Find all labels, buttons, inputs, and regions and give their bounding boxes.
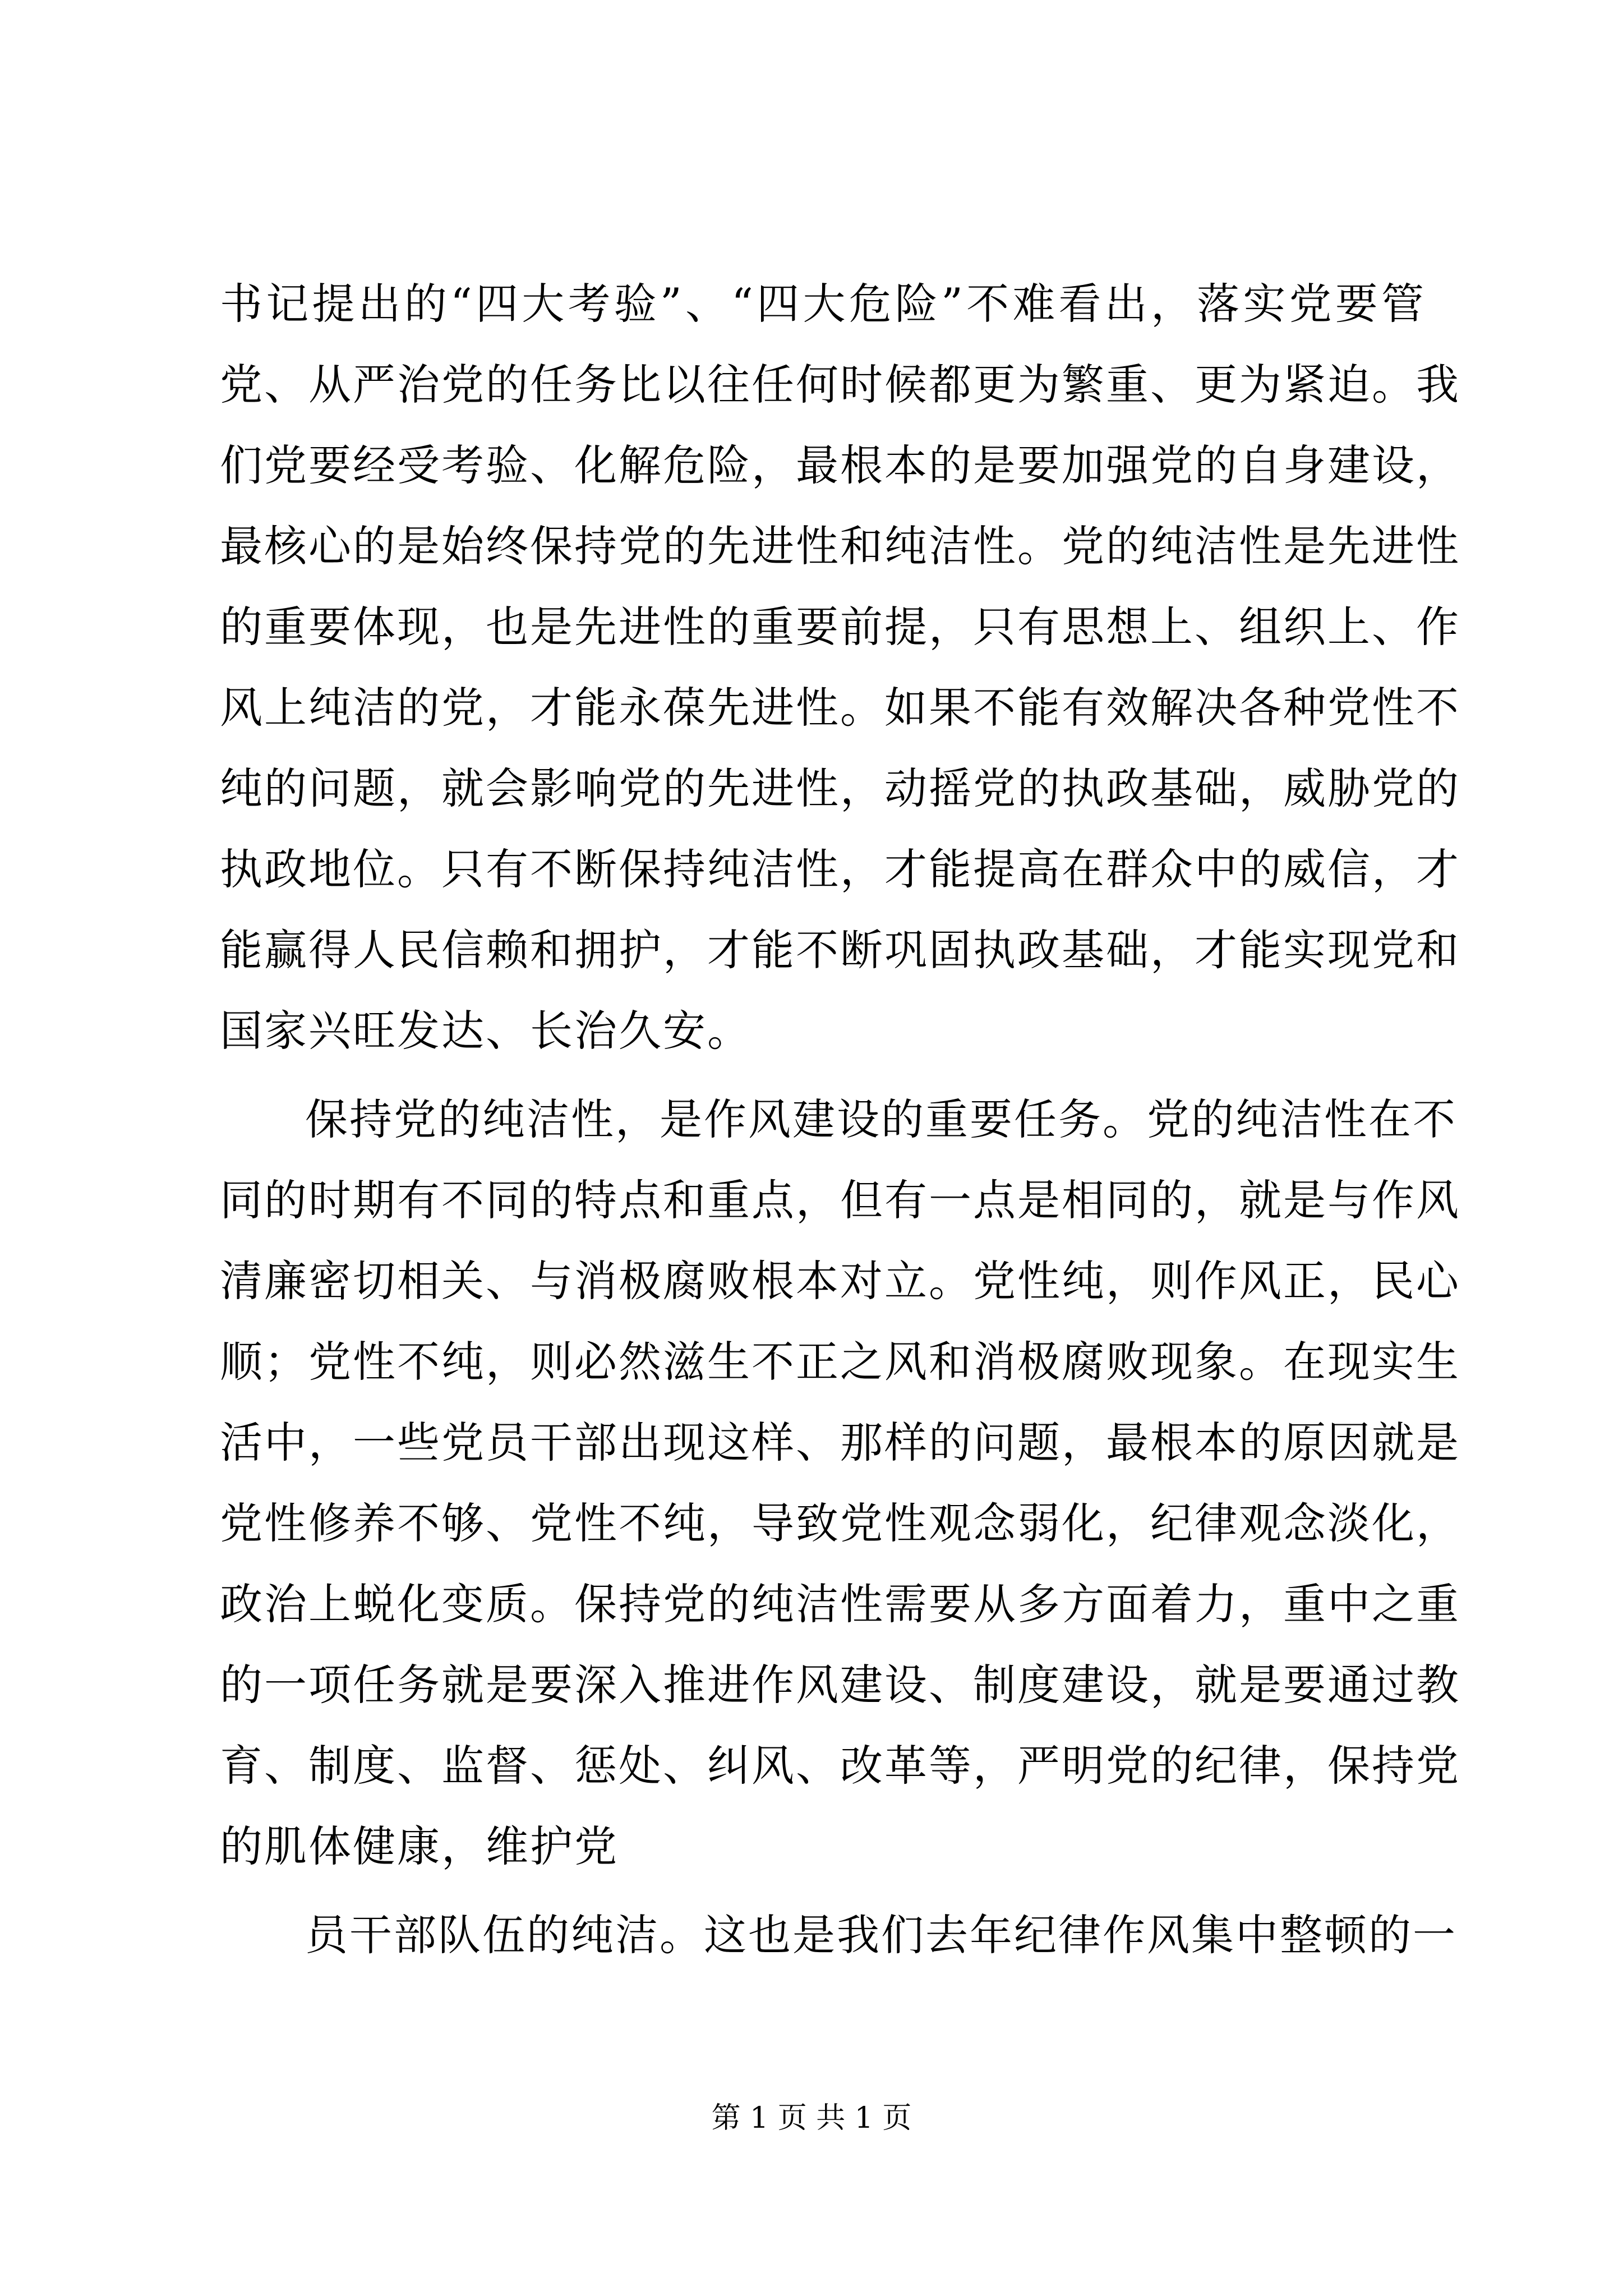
text-line: 政治上蜕化变质。保持党的纯洁性需要从多方面着力，重中之重 [220,1579,1460,1629]
text-line: 育、制度、监督、惩处、纠风、改革等，严明党的纪律，保持党 [220,1741,1460,1791]
text-line: 风上纯洁的党，才能永葆先进性。如果不能有效解决各种党性不 [220,683,1460,733]
text-line: 能赢得人民信赖和拥护，才能不断巩固执政基础，才能实现党和 [220,925,1460,975]
page-footer [0,2096,1623,2141]
paragraph-1 [220,264,1460,1071]
text-line: 的肌体健康，维护党 [220,1821,619,1871]
text-line: 清廉密切相关、与消极腐败根本对立。党性纯，则作风正，民心 [220,1256,1460,1306]
text-line: 顺；党性不纯，则必然滋生不正之风和消极腐败现象。在现实生 [220,1337,1460,1387]
text-line: 保持党的纯洁性，是作风建设的重要任务。党的纯洁性在不 [305,1094,1457,1144]
text-line: 党性修养不够、党性不纯，导致党性观念弱化，纪律观念淡化， [220,1498,1460,1548]
text-line: 的重要体现，也是先进性的重要前提，只有思想上、组织上、作 [220,602,1460,652]
body-text [220,264,1460,1976]
text-line: 同的时期有不同的特点和重点，但有一点是相同的，就是与作风 [220,1175,1460,1225]
text-line: 最核心的是始终保持党的先进性和纯洁性。党的纯洁性是先进性 [220,521,1460,571]
text-line: 们党要经受考验、化解危险，最根本的是要加强党的自身建设， [220,440,1460,490]
text-line: 活中，一些党员干部出现这样、那样的问题，最根本的原因就是 [220,1418,1460,1467]
page-number: 第 1 页 共 1 页 [711,2101,912,2135]
text-line: 国家兴旺发达、长治久安。 [220,1006,751,1056]
text-line: 执政地位。只有不断保持纯洁性，才能提高在群众中的威信，才 [220,844,1460,894]
paragraph-2 [220,1079,1460,1887]
text-line: 书记提出的“四大考验”、“四大危险”不难看出，落实党要管 [220,279,1426,329]
text-line: 党、从严治党的任务比以往任何时候都更为繁重、更为紧迫。我 [220,360,1460,409]
text-line: 纯的问题，就会影响党的先进性，动摇党的执政基础，威胁党的 [220,763,1460,813]
paragraph-3 [220,1895,1457,1976]
text-line: 员干部队伍的纯洁。这也是我们去年纪律作风集中整顿的一 [305,1910,1457,1960]
text-line: 的一项任务就是要深入推进作风建设、制度建设，就是要通过教 [220,1660,1460,1710]
